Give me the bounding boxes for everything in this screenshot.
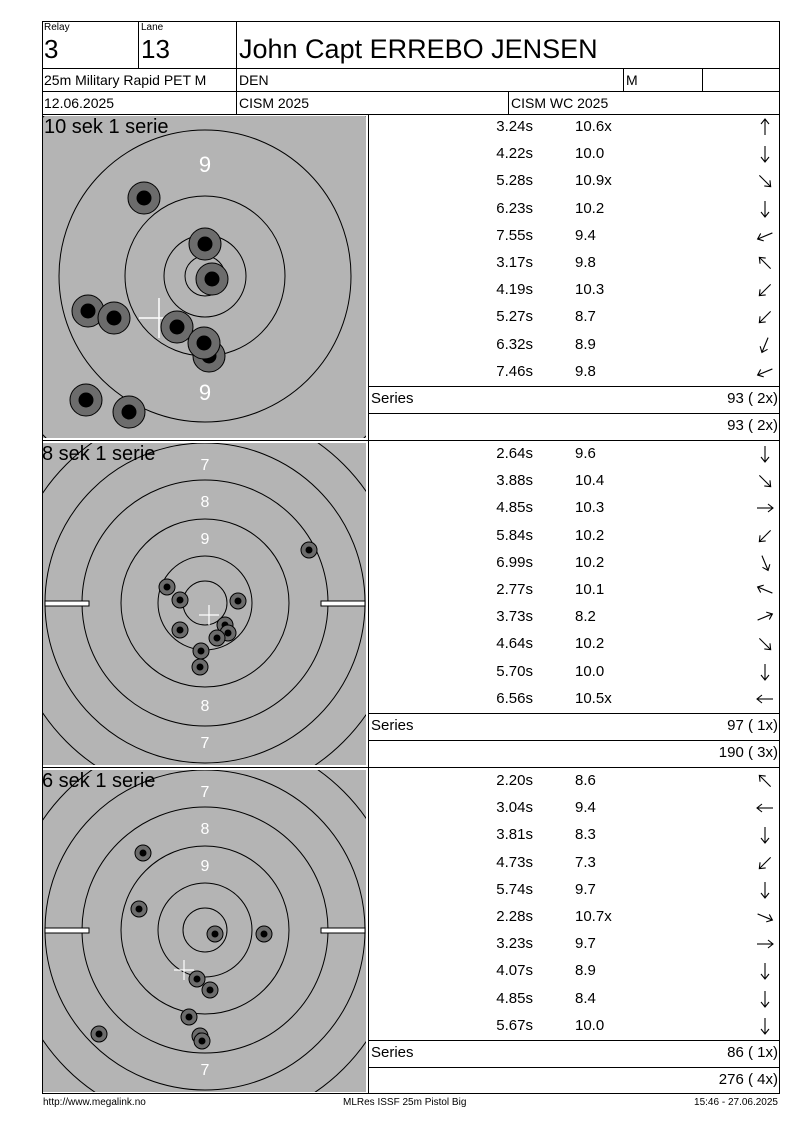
shot-hole [135,845,151,861]
target-1 [43,116,366,438]
target-2-ring-label-7-top: 7 [200,457,210,474]
shot-time: 5.67s [496,1016,533,1034]
series-total-divider [368,1040,780,1041]
shot-direction-arrow-icon [753,987,777,1011]
shot-direction-arrow-icon [753,333,777,357]
lane-value: 13 [141,34,170,64]
shot-hole [193,643,209,659]
gender: M [626,72,638,88]
shot-score: 10.9x [575,172,612,190]
shot-direction-arrow-icon [753,496,777,520]
shot-time: 3.24s [496,118,533,135]
shot-hole [230,593,246,609]
header-divider-2 [42,91,780,92]
series-total: 93 ( 2x) [727,390,778,407]
shot-direction-arrow-icon [753,605,777,629]
shot-direction-arrow-icon [753,169,777,193]
target-3-right-aiming-bar [321,928,365,933]
shot-direction-arrow-icon [753,878,777,902]
series-1-title: 10 sek 1 serie [44,116,169,138]
shot-score: 8.4 [575,989,596,1007]
shot-hole [172,592,188,608]
target-panel-2 [43,443,366,765]
target-2-ring-label-8-top: 8 [200,494,210,511]
shot-time: 3.81s [496,826,533,844]
shot-hole [161,311,193,343]
target-2-right-aiming-bar [321,601,365,606]
cumulative-total-divider [368,413,780,414]
series-total: 97 ( 1x) [727,717,778,734]
shot-hole [189,228,221,260]
shot-time: 3.88s [496,472,533,490]
shot-time: 4.85s [496,499,533,517]
shot-score: 10.4 [575,472,605,490]
shot-direction-arrow-icon [753,851,777,875]
shot-hole [91,1026,107,1042]
match-name: CISM WC 2025 [511,95,609,111]
shot-time: 6.23s [496,199,533,217]
shot-score: 9.6 [575,445,596,462]
shot-time: 4.07s [496,962,533,980]
shot-direction-arrow-icon [753,905,777,929]
shot-time: 5.74s [496,880,533,898]
shot-time: 4.19s [496,281,533,299]
target-2-left-aiming-bar [45,601,89,606]
shot-score: 10.6x [575,118,612,135]
shot-score: 10.2 [575,553,605,571]
shot-score: 10.0 [575,145,605,163]
shot-hole [159,579,175,595]
shot-time: 3.73s [496,608,533,626]
shot-direction-arrow-icon [753,224,777,248]
shot-time: 4.22s [496,145,533,163]
series-total-divider [368,713,780,714]
shot-score: 8.2 [575,608,596,626]
target-3-ring-label-7-top: 7 [200,784,210,801]
shot-score: 7.3 [575,853,596,871]
relay-label: Relay [44,22,70,33]
nation: DEN [239,72,269,88]
shot-score: 8.9 [575,335,596,353]
shot-score: 8.3 [575,826,596,844]
shot-direction-arrow-icon [753,305,777,329]
event-name: 25m Military Rapid PET M [44,72,207,88]
shot-hole [196,263,228,295]
shot-hole [98,302,130,334]
series-label: Series [371,1044,414,1061]
series-total: 86 ( 1x) [727,1044,778,1061]
shot-direction-arrow-icon [753,1014,777,1038]
shot-direction-arrow-icon [753,115,777,139]
header-vdivider-competition [508,91,509,115]
shot-score: 8.6 [575,772,596,789]
shot-score: 10.1 [575,581,605,598]
lane-label: Lane [141,22,164,33]
header-vdivider-lane [236,21,237,115]
shot-score: 10.2 [575,526,605,544]
shot-score: 9.4 [575,226,596,244]
shot-direction-arrow-icon [753,632,777,656]
footer-url: http://www.megalink.no [43,1097,146,1108]
shot-hole [202,982,218,998]
shot-time: 4.85s [496,989,533,1007]
target-3-ring-label-7-bottom: 7 [200,1062,210,1079]
header-vdivider-relay [138,21,139,69]
shot-score: 10.5x [575,689,612,707]
shot-direction-arrow-icon [753,251,777,275]
shot-time: 4.64s [496,635,533,653]
shot-direction-arrow-icon [753,442,777,466]
shot-time: 3.04s [496,799,533,817]
shot-direction-arrow-icon [753,932,777,956]
shot-time: 2.77s [496,581,533,598]
header-vdivider-gender [702,68,703,92]
shot-score: 8.9 [575,962,596,980]
target-1-ring-label-top: 9 [198,152,212,177]
target-2 [43,443,366,765]
shot-hole [131,901,147,917]
shot-direction-arrow-icon [753,796,777,820]
shot-direction-arrow-icon [753,959,777,983]
panel-divider-2 [42,767,780,768]
series-2-title: 8 sek 1 serie [42,443,156,465]
shot-score: 9.7 [575,880,596,898]
competition: CISM 2025 [239,95,310,111]
athlete-name: John Capt ERREBO JENSEN [239,34,598,64]
cumulative-total-divider [368,740,780,741]
shot-hole [207,926,223,942]
footer-software: MLRes ISSF 25m Pistol Big [343,1097,467,1108]
shot-score: 10.2 [575,635,605,653]
header-vdivider-nation [623,68,624,92]
shot-score: 9.8 [575,254,596,271]
shot-hole [172,622,188,638]
shot-hole [113,396,145,428]
shot-time: 3.23s [496,935,533,953]
shot-hole [128,182,160,214]
shot-hole [301,542,317,558]
shot-hole [70,384,102,416]
shot-score: 10.0 [575,1016,605,1034]
cumulative-total: 93 ( 2x) [727,417,778,434]
shot-time: 6.56s [496,689,533,707]
shot-score: 10.2 [575,199,605,217]
shot-direction-arrow-icon [753,142,777,166]
shot-hole [192,659,208,675]
shot-score: 9.4 [575,799,596,817]
shot-time: 5.84s [496,526,533,544]
shot-direction-arrow-icon [753,360,777,384]
shot-time: 5.28s [496,172,533,190]
shot-hole [209,630,225,646]
shot-score: 10.3 [575,281,605,299]
shot-time: 6.32s [496,335,533,353]
shot-direction-arrow-icon [753,687,777,711]
shot-time: 4.73s [496,853,533,871]
shot-hole [188,327,220,359]
shot-time: 7.55s [496,226,533,244]
shot-time: 5.70s [496,662,533,680]
targets-list-divider [368,114,369,1094]
target-panel-1 [43,116,366,438]
panel-divider-1 [42,440,780,441]
shot-time: 2.64s [496,445,533,462]
target-3-ring-label-8-top: 8 [200,821,210,838]
shot-hole [181,1009,197,1025]
series-label: Series [371,717,414,734]
shot-direction-arrow-icon [753,197,777,221]
relay-value: 3 [44,34,59,64]
shot-score: 10.7x [575,908,612,925]
cumulative-total-divider [368,1067,780,1068]
shot-score: 10.0 [575,662,605,680]
shot-time: 2.20s [496,772,533,789]
shot-time: 3.17s [496,254,533,271]
target-2-ring-label-7-bottom: 7 [200,735,210,752]
target-1-ring-label-bottom: 9 [198,380,212,405]
series-label: Series [371,390,414,407]
shot-score: 9.8 [575,362,596,380]
shot-time: 2.28s [496,908,533,925]
footer-timestamp: 15:46 - 27.06.2025 [694,1097,778,1108]
date: 12.06.2025 [44,95,115,111]
series-total-divider [368,386,780,387]
shot-score: 10.3 [575,499,605,517]
shot-time: 5.27s [496,308,533,326]
shot-time: 6.99s [496,553,533,571]
target-3-left-aiming-bar [45,928,89,933]
target-3 [43,770,366,1092]
shot-direction-arrow-icon [753,551,777,575]
shot-direction-arrow-icon [753,524,777,548]
shot-direction-arrow-icon [753,469,777,493]
shot-score: 9.7 [575,935,596,953]
shot-hole [194,1033,210,1049]
shot-direction-arrow-icon [753,278,777,302]
target-3-ring-label-9-top: 9 [200,858,210,875]
series-3-title: 6 sek 1 serie [42,770,156,792]
cumulative-total: 190 ( 3x) [718,744,778,761]
cumulative-total: 276 ( 4x) [718,1071,778,1088]
shot-hole [189,971,205,987]
target-panel-3 [43,770,366,1092]
shot-direction-arrow-icon [753,769,777,793]
shot-direction-arrow-icon [753,660,777,684]
shot-direction-arrow-icon [753,578,777,602]
shot-hole [256,926,272,942]
header-divider-3 [42,114,780,115]
shot-score: 8.7 [575,308,596,326]
header-divider-1 [42,68,780,69]
shot-time: 7.46s [496,362,533,380]
target-2-ring-label-8-bottom: 8 [200,698,210,715]
shot-direction-arrow-icon [753,823,777,847]
target-2-ring-label-9-top: 9 [200,531,210,548]
